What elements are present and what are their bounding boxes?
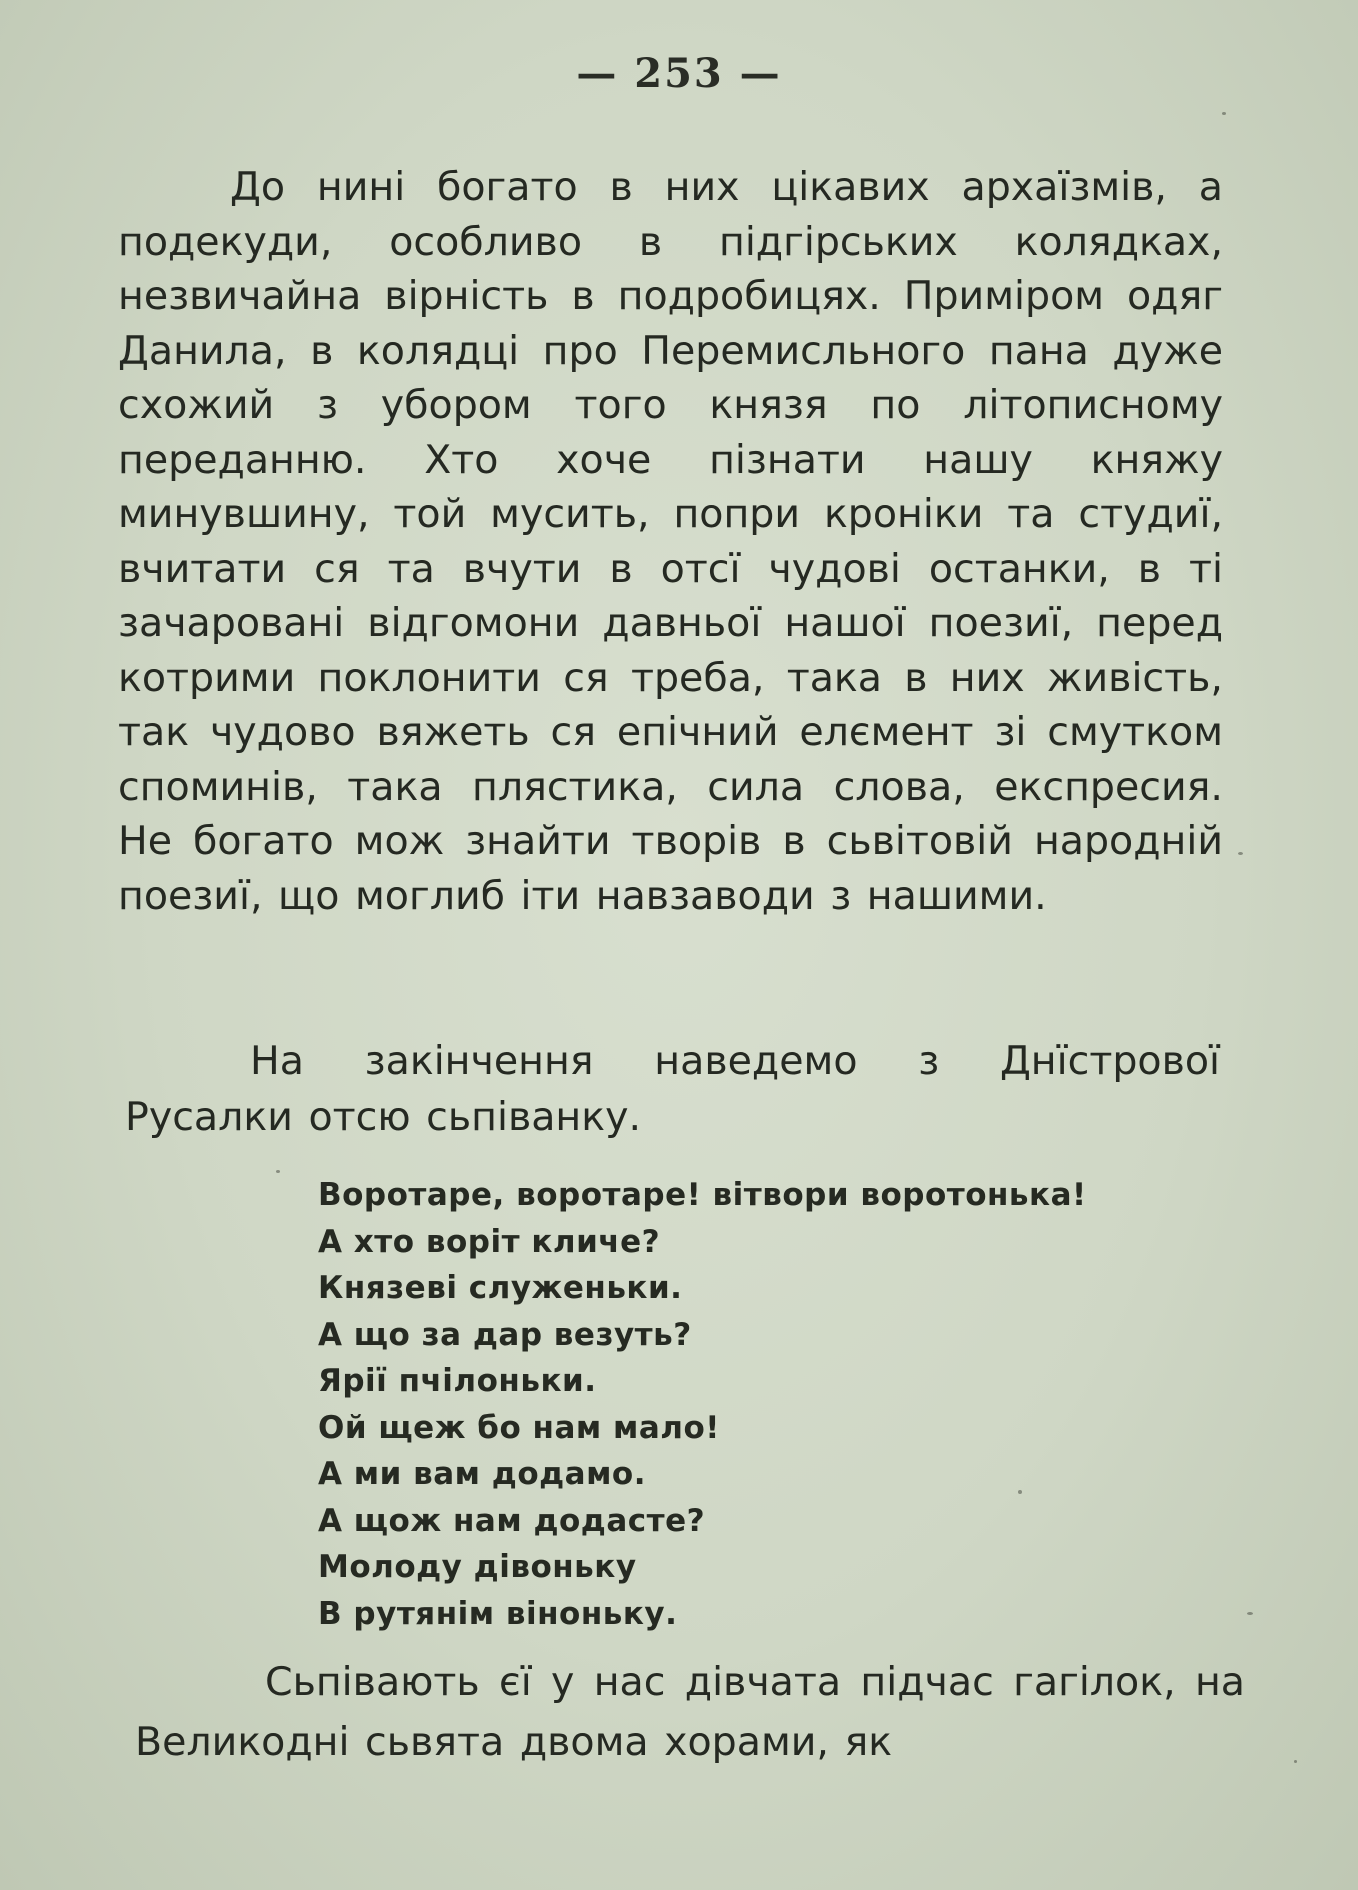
- final-paragraph-block: [135, 1652, 1245, 1772]
- paragraph-singing: Сьпівають єї у нас дівчата підчас гагілок, на Великодні сьвята двома хорами, як: [135, 1659, 1245, 1765]
- poem-line: Молоду дівоньку: [318, 1549, 637, 1585]
- page-number: — 253 —: [576, 50, 782, 97]
- paragraph-archaisms: До нині богато в них цікавих архаїзмів, а подекуди, особливо в підгірських колядках, незвичайна вірність в подробицях. Приміром одяг Данила, в колядці про Перемисльного пана дуже схожий з убором того князя по літописному переданню. Хто хоче пізнати нашу княжу минувшину, той мусить, попри кроніки та студиї, вчитати ся та вчути в отсї чудові останки, в ті зачаровані відгомони давньої нашої поезиї, перед котрими поклонити ся треба, така в них живість, так чудово вяжеть ся епічний елємент зі смутком споминів, така плястика, сила слова, експресия. Не богато мож знайти творів в сьвітовій народній поезиї, що моглиб іти навзаводи з нашими.: [118, 164, 1223, 919]
- main-paragraph-block: [118, 160, 1223, 923]
- paper-speck: [1294, 1760, 1297, 1763]
- poem: [318, 1172, 1198, 1637]
- poem-line: Воротаре, воротаре! вітвори воротонька!: [318, 1177, 1087, 1213]
- poem-line: Князеві служеньки.: [318, 1270, 683, 1306]
- paper-speck: [276, 1170, 280, 1173]
- poem-line: А ми вам додамо.: [318, 1456, 647, 1492]
- paragraph-conclusion: На закінчення наведемо з Днїстрової Русалки отсю сьпіванку.: [125, 1038, 1220, 1140]
- poem-line: А що за дар везуть?: [318, 1316, 692, 1353]
- paper-speck: [1238, 852, 1243, 855]
- paper-speck: [1222, 112, 1226, 115]
- paper-speck: [1247, 1612, 1253, 1615]
- paper-speck: [1018, 1490, 1022, 1494]
- closing-paragraph-block: [125, 1033, 1220, 1145]
- poem-line: А щож нам додасте?: [318, 1502, 706, 1539]
- poem-line: А хто воріт кличе?: [318, 1223, 661, 1260]
- poem-line: Ой щеж бо нам мало!: [318, 1409, 720, 1446]
- poem-line: Ярії пчілоньки.: [318, 1363, 597, 1399]
- poem-line: В рутянім віноньку.: [318, 1595, 678, 1632]
